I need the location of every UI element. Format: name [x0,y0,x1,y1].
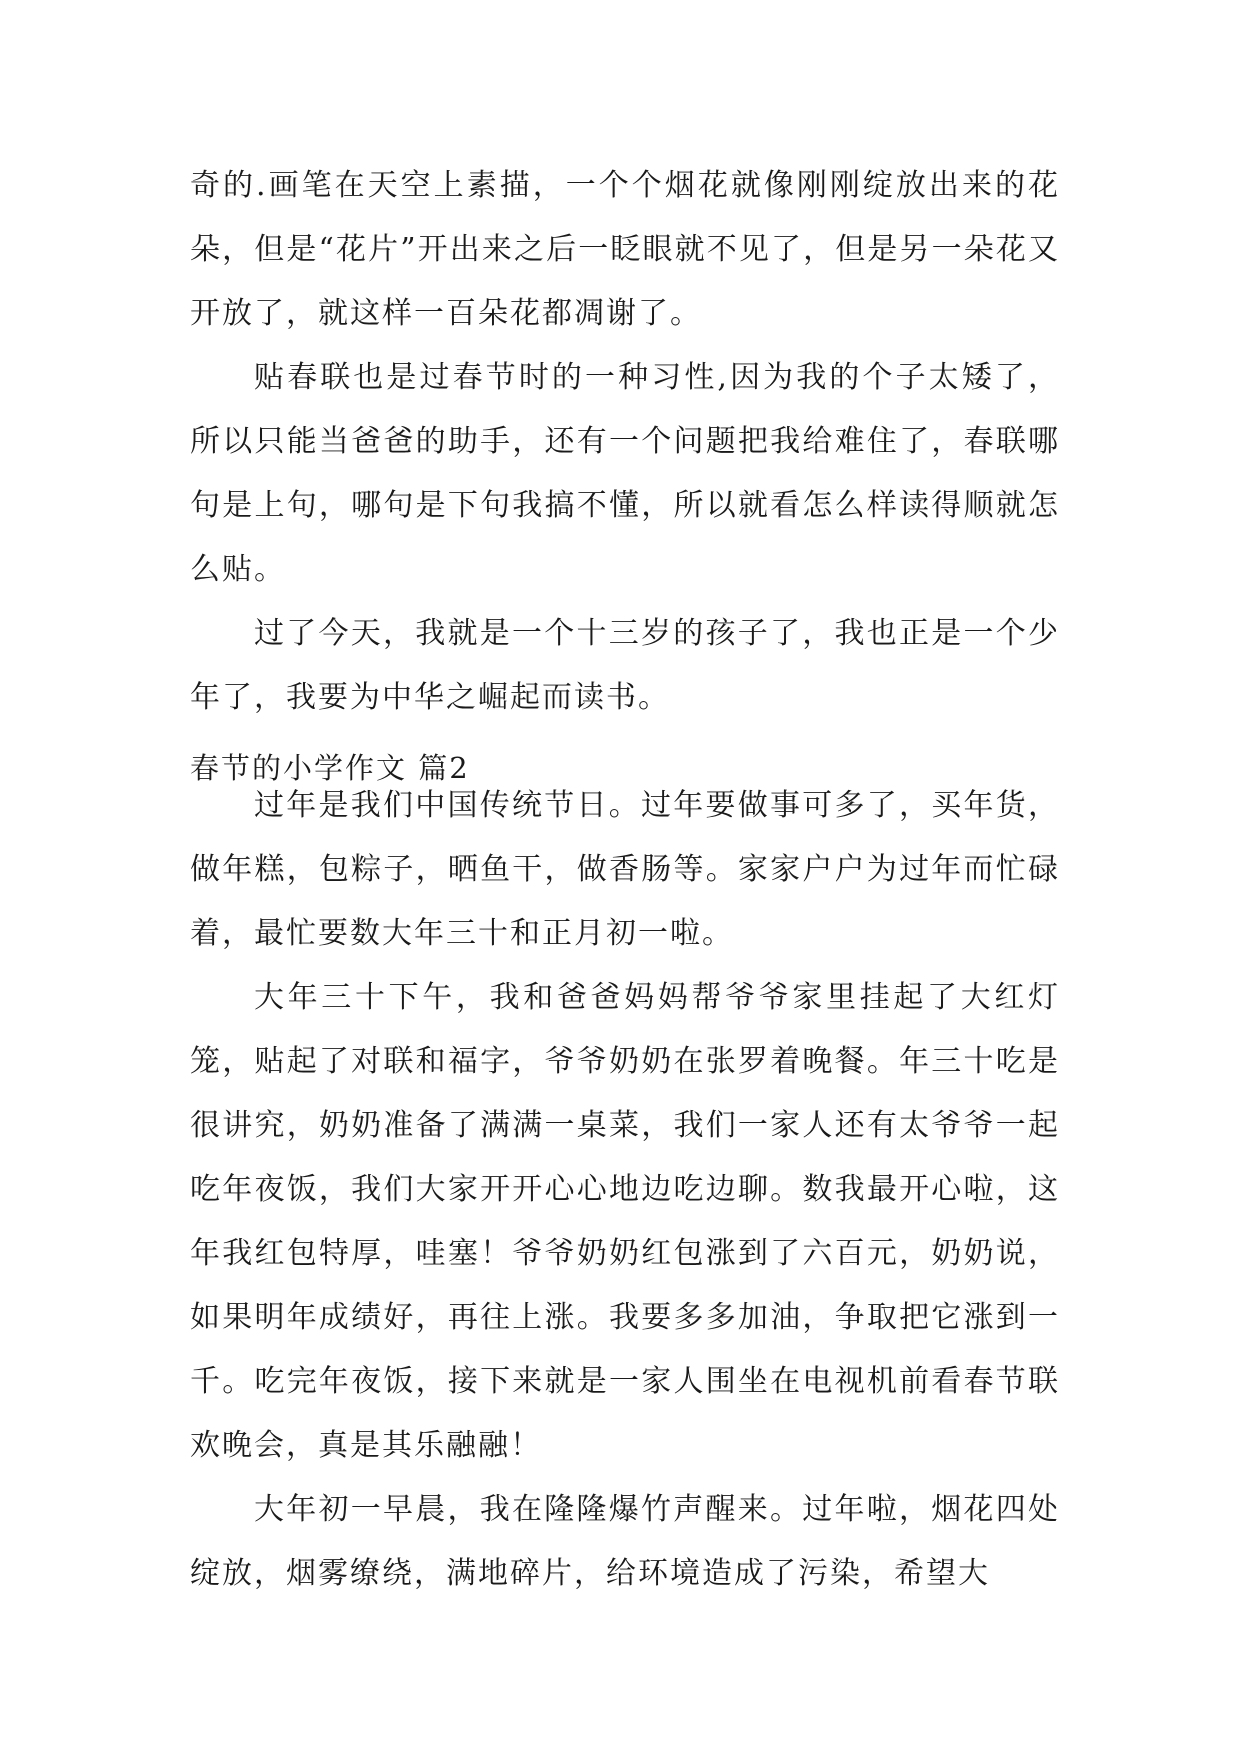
essay-2-body [190,774,1060,1606]
essay-continuation [190,154,1060,730]
paragraph-new-year-intro: 过年是我们中国传统节日。过年要做事可多了，买年货，做年糕，包粽子，晒鱼干，做香肠等。家家户户为过年而忙碌着，最忙要数大年三十和正月初一啦。 [190,788,1060,951]
paragraph-thirteen: 过了今天，我就是一个十三岁的孩子了，我也正是一个少年了，我要为中华之崛起而读书。 [190,616,1060,715]
paragraph-new-year-morning: 大年初一早晨，我在隆隆爆竹声醒来。过年啦，烟花四处绽放，烟雾缭绕，满地碎片，给环境造成了污染，希望大 [190,1492,1060,1591]
paragraph-fireworks: 奇的.画笔在天空上素描，一个个烟花就像刚刚绽放出来的花朵，但是“花片”开出来之后一眨眼就不见了，但是另一朵花又开放了，就这样一百朵花都凋谢了。 [190,168,1060,331]
section-title: 春节的小学作文 篇2 [190,751,470,785]
paragraph-new-years-eve: 大年三十下午，我和爸爸妈妈帮爷爷家里挂起了大红灯笼，贴起了对联和福字，爷爷奶奶在张罗着晚餐。年三十吃是很讲究，奶奶准备了满满一桌菜，我们一家人还有太爷爷一起吃年夜饭，我们大家开开心心地边吃边聊。数我最开心啦，这年我红包特厚，哇塞！爷爷奶奶红包涨到了六百元，奶奶说，如果明年成绩好，再往上涨。我要多多加油，争取把它涨到一千。吃完年夜饭，接下来就是一家人围坐在电视机前看春节联欢晚会，真是其乐融融！ [190,980,1060,1463]
paragraph-couplets: 贴春联也是过春节时的一种习性,因为我的个子太矮了，所以只能当爸爸的助手，还有一个问题把我给难住了，春联哪句是上句，哪句是下句我搞不懂，所以就看怎么样读得顺就怎么贴。 [190,360,1060,587]
